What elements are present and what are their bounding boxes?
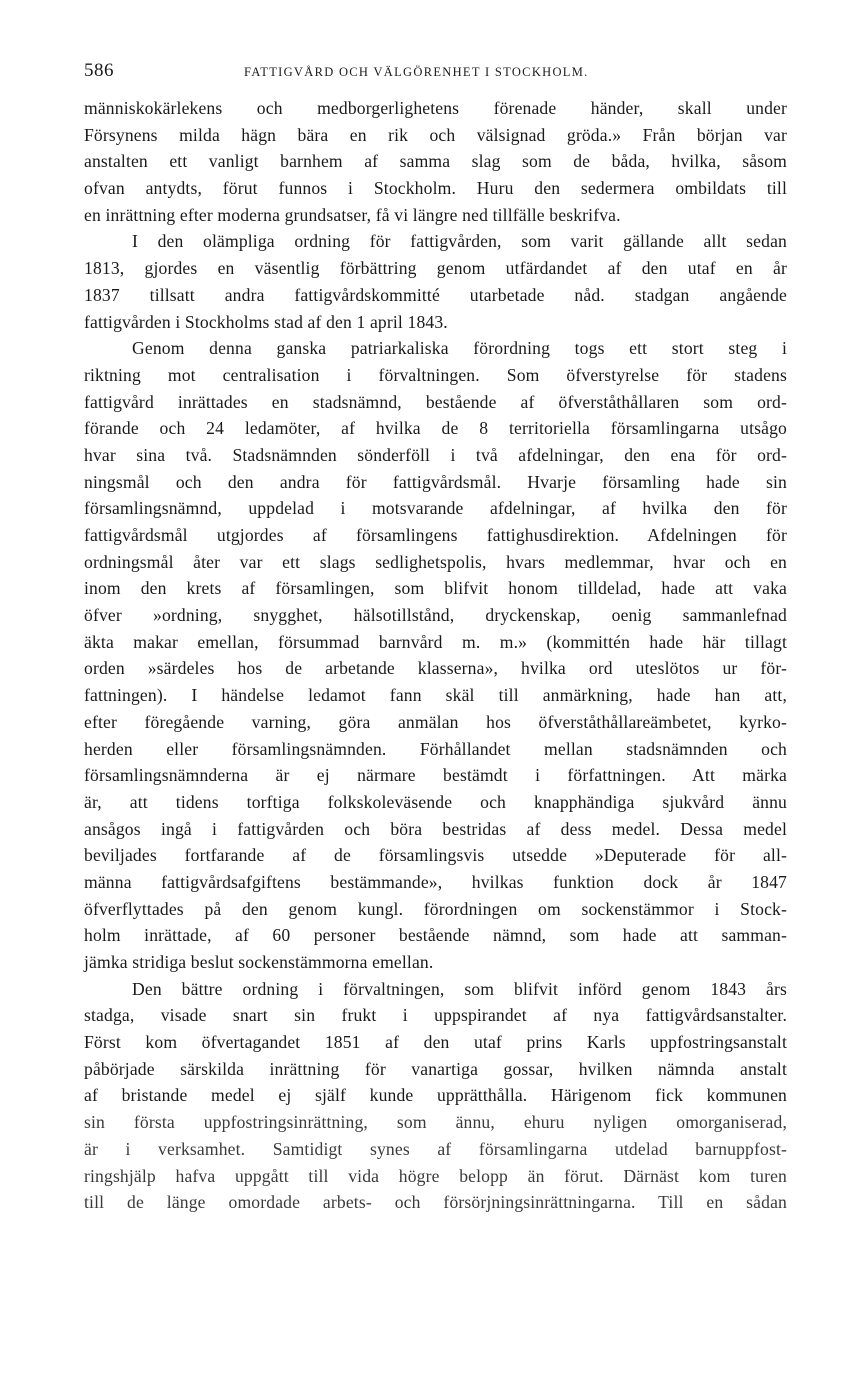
text-line: stadga, visade snart sin frukt i uppspirandet af nya fattigvårdsanstalter. [84,1005,787,1026]
text-line: fattigvårdsmål utgjordes af församlingens fattighusdirektion. Afdelningen för [84,525,787,545]
page-number: 586 [84,60,114,81]
text-line: jämka stridiga beslut sockenstämmorna emellan. [84,952,434,972]
text-line: församlingsnämnderna är ej närmare bestämdt i författningen. Att märka [84,765,787,786]
text-line: ningsmål och den andra för fattigvårdsmål. Hvarje församling hade sin [84,471,787,492]
page-header [84,60,787,84]
text-line: herden eller församlingsnämnden. Förhållandet mellan stadsnämnden och [84,738,787,759]
text-line: inom den krets af församlingen, som blifvit honom tilldelad, hade att vaka [84,578,787,599]
text-line: af bristande medel ej själf kunde upprätthålla. Härigenom fick kommunen [84,1085,787,1106]
text-line: efter föregående varning, göra anmälan hos öfverståthållareämbetet, kyrko- [84,711,787,732]
text-line: ordningsmål åter var ett slags sedlighetspolis, hvars medlemmar, hvar och en [84,551,787,572]
text-line: en inrättning efter moderna grundsatser, få vi längre ned tillfälle beskrifva. [84,204,621,225]
text-line: hvar sina två. Stadsnämnden sönderföll i två afdelningar, den ena för ord- [84,444,787,465]
text-line: öfver »ordning, snygghet, hälsotillstånd, dryckenskap, oenig sammanlefnad [84,605,787,626]
text-line: Den bättre ordning i förvaltningen, som blifvit införd genom 1843 års [132,978,787,999]
text-line: orden »särdeles hos de arbetande klasserna», hvilka ord uteslötos ur för- [84,658,787,679]
text-line: församlingsnämnd, uppdelad i motsvarande afdelningar, af hvilka den för [84,498,787,519]
text-line: männa fattigvårdsafgiftens bestämmande», hvilkas funktion dock år 1847 [84,871,787,892]
text-line: Genom denna ganska patriarkaliska förordning togs ett stort steg i [132,338,787,359]
text-line: ofvan antydts, förut funnos i Stockholm. Huru den sedermera ombildats till [84,178,787,199]
text-line: människokärlekens och medborgerlighetens förenade händer, skall under [84,98,787,118]
text-line: är i verksamhet. Samtidigt synes af församlingarna utdelad barnuppfost- [84,1138,787,1159]
text-line: äkta makar emellan, försummad barnvård m. m.» (kommittén hade här tillagt [84,631,787,652]
text-line: förande och 24 ledamöter, af hvilka de 8 territoriella församlingarna utsågo [84,418,787,439]
text-line: fattigvården i Stockholms stad af den 1 april 1843. [84,311,448,332]
text-line: fattningen). I händelse ledamot fann skäl till anmärkning, hade han att, [84,685,787,706]
text-line: till de länge omordade arbets- och försörjningsinrättningarna. Till en sådan [84,1192,787,1213]
text-line: beviljades fortfarande af de församlingsvis utsedde »Deputerade för all- [84,845,787,866]
text-line: är, att tidens torftiga folkskoleväsende och knapphändiga sjukvård ännu [84,791,787,812]
body-text [84,95,787,1216]
text-line: I den olämpliga ordning för fattigvården, som varit gällande allt sedan [132,231,787,252]
text-line: sin första uppfostringsinrättning, som ännu, ehuru nyligen omorganiserad, [84,1112,787,1133]
text-line: Försynens milda hägn bära en rik och välsignad gröda.» Från början var [84,124,787,145]
text-line: ringshjälp hafva uppgått till vida högre belopp än förut. Därnäst kom turen [84,1165,787,1186]
text-line: 1813, gjordes en väsentlig förbättring genom utfärdandet af den utaf en år [84,258,787,279]
text-line: påbörjade särskilda inrättning för vanartiga gossar, hvilken nämnda anstalt [84,1058,787,1079]
text-line: 1837 tillsatt andra fattigvårdskommitté utarbetade nåd. stadgan angående [84,284,787,305]
running-title: FATTIGVÅRD OCH VÄLGÖRENHET I STOCKHOLM. [244,65,589,79]
text-line: Först kom öfvertagandet 1851 af den utaf prins Karls uppfostringsanstalt [84,1032,787,1053]
text-line: fattigvård inrättades en stadsnämnd, bestående af öfverståthållaren som ord- [84,391,787,412]
text-line: ansågos ingå i fattigvården och böra bestridas af dess medel. Dessa medel [84,818,787,839]
text-line: öfverflyttades på den genom kungl. förordningen om sockenstämmor i Stock- [84,898,787,919]
text-line: anstalten ett vanligt barnhem af samma slag som de båda, hvilka, såsom [84,151,787,172]
text-line: riktning mot centralisation i förvaltningen. Som öfverstyrelse för stadens [84,364,787,385]
text-line: holm inrättade, af 60 personer bestående nämnd, som hade att samman- [84,925,787,946]
